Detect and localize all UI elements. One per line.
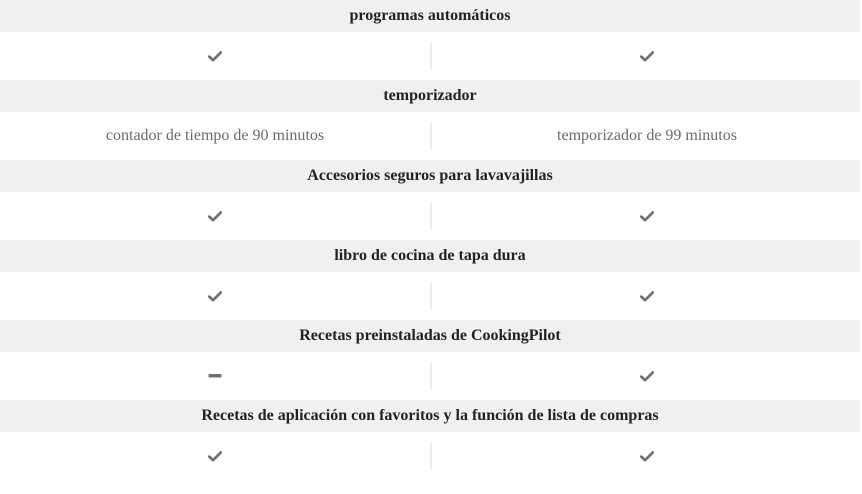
feature-title-label: Recetas de aplicación con favoritos y la función de lista de compras	[201, 407, 659, 424]
feature-title-label: Accesorios seguros para lavavajillas	[307, 167, 553, 184]
check-icon	[208, 451, 222, 462]
right-cell	[432, 127, 862, 145]
feature-title-label: temporizador	[383, 87, 477, 104]
check-icon	[208, 51, 222, 62]
feature-title-libro	[0, 240, 860, 272]
left-cell	[0, 373, 430, 379]
right-cell	[432, 451, 862, 462]
feature-row-temporizador	[0, 112, 862, 160]
check-icon	[640, 451, 654, 462]
feature-row-recetas-preinstaladas	[0, 352, 862, 400]
feature-title-label: programas automáticos	[349, 7, 511, 24]
left-cell	[0, 127, 430, 145]
feature-title-label: Recetas preinstaladas de CookingPilot	[299, 327, 561, 344]
right-cell	[432, 371, 862, 382]
left-cell	[0, 451, 430, 462]
feature-title-temporizador	[0, 80, 860, 112]
left-cell	[0, 291, 430, 302]
check-icon	[208, 211, 222, 222]
feature-title-programas	[0, 0, 860, 32]
check-icon	[640, 371, 654, 382]
feature-row-programas	[0, 32, 862, 80]
right-cell	[432, 211, 862, 222]
feature-title-label: libro de cocina de tapa dura	[334, 247, 526, 264]
check-icon	[640, 291, 654, 302]
right-cell-text: temporizador de 99 minutos	[557, 127, 737, 144]
check-icon	[640, 211, 654, 222]
left-cell	[0, 51, 430, 62]
feature-row-accesorios	[0, 192, 862, 240]
right-cell	[432, 51, 862, 62]
right-cell	[432, 291, 862, 302]
feature-title-recetas-aplicacion	[0, 400, 860, 432]
left-cell	[0, 211, 430, 222]
left-cell-text: contador de tiempo de 90 minutos	[105, 127, 325, 144]
check-icon	[208, 291, 222, 302]
feature-title-recetas-preinstaladas	[0, 320, 860, 352]
feature-row-recetas-aplicacion	[0, 432, 862, 480]
feature-title-accesorios	[0, 160, 860, 192]
check-icon	[640, 51, 654, 62]
feature-row-libro	[0, 272, 862, 320]
dash-icon	[208, 373, 222, 379]
